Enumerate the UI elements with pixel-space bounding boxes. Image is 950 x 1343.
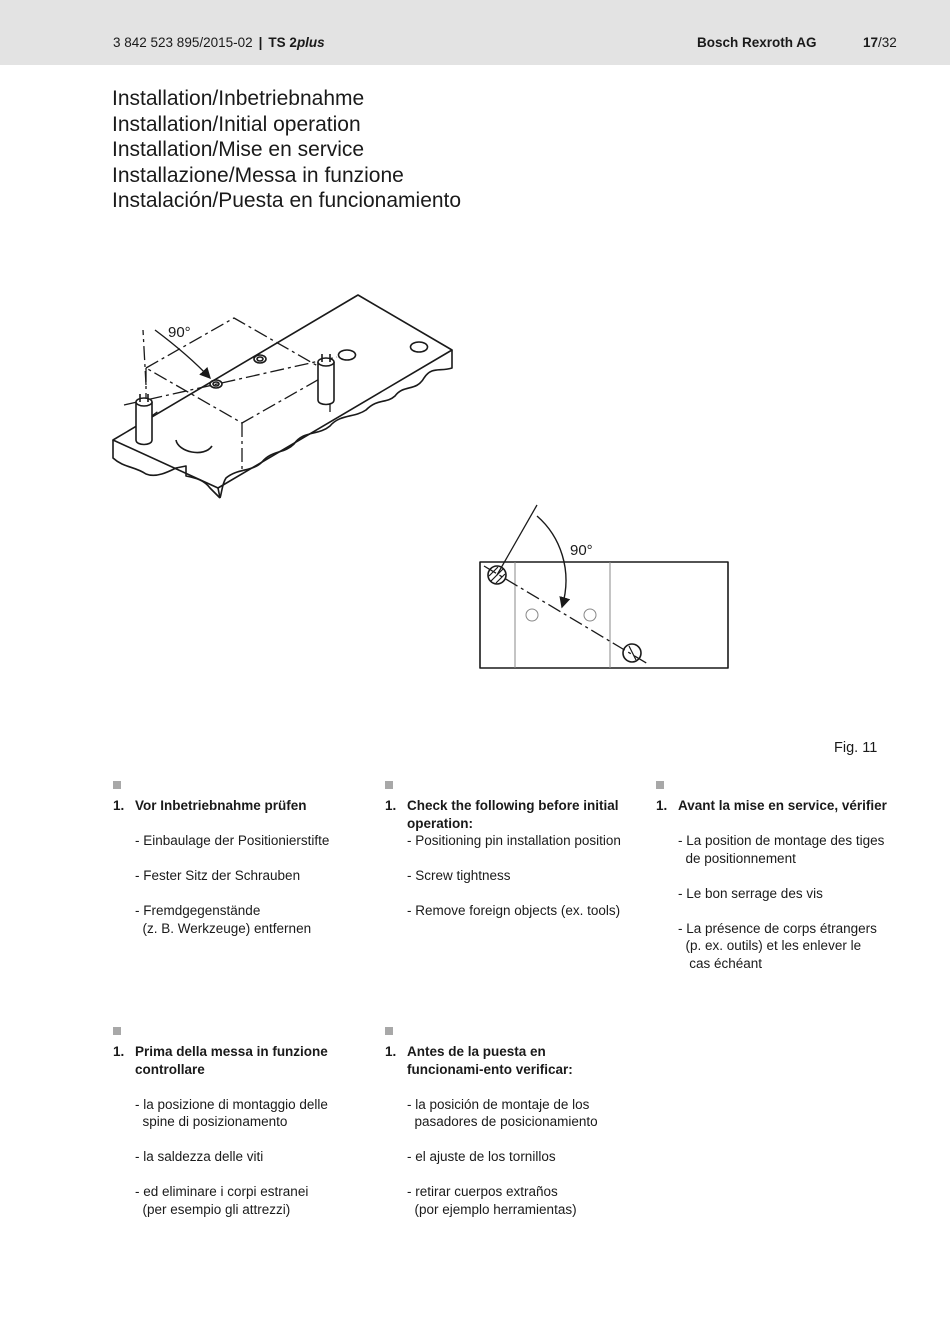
list-item: - Positioning pin installation position: [407, 833, 621, 848]
doc-number: 3 842 523 895/2015-02: [113, 35, 253, 50]
section-es: [385, 1027, 620, 1218]
section-heading: 1. Avant la mise en service, vérifier: [656, 798, 887, 813]
section-heading: 1. Prima della messa in funzione controllare: [113, 1044, 328, 1077]
list-item: - Einbaulage der Positionierstifte: [135, 833, 330, 848]
header-separator: |: [258, 35, 263, 50]
product-suffix: plus: [296, 35, 325, 50]
list-item: - retirar cuerpos extraños (por ejemplo herramientas): [407, 1184, 577, 1217]
list-item: - Screw tightness: [407, 868, 511, 883]
section-marker: [113, 1027, 121, 1035]
base-plate-iso: [113, 295, 452, 498]
page-total: /32: [878, 35, 897, 50]
list-item: - Fremdgegenstände (z. B. Werkzeuge) entfernen: [135, 903, 312, 936]
section-heading: 1. Vor Inbetriebnahme prüfen: [113, 798, 307, 813]
title-en: Installation/Initial operation: [112, 112, 361, 136]
list-item: - Remove foreign objects (ex. tools): [407, 903, 621, 918]
list-item: - la posición de montaje de los pasadores de posicionamiento: [407, 1096, 598, 1129]
section-heading: 1. Check the following before initial operation:: [385, 798, 619, 831]
company-name: Bosch Rexroth AG: [697, 35, 817, 50]
section-heading: 1. Antes de la puesta en funcionami-ento verificar:: [385, 1044, 573, 1077]
list-item: - ed eliminare i corpi estranei (per esempio gli attrezzi): [135, 1184, 309, 1217]
section-marker: [656, 781, 664, 789]
angle-label-top: 90°: [570, 542, 593, 559]
top-view: [480, 505, 728, 668]
angle-label-iso: 90°: [168, 324, 191, 341]
list-item: - Le bon serrage des vis: [678, 885, 823, 901]
section-it: [113, 1027, 348, 1218]
list-item: - el ajuste de los tornillos: [407, 1149, 556, 1164]
list-item: - la saldezza delle viti: [135, 1149, 264, 1164]
section-en: [385, 781, 620, 920]
title-es: Instalación/Puesta en funcionamiento: [112, 189, 462, 213]
product-prefix: TS 2: [268, 35, 297, 50]
title-fr: Installation/Mise en service: [112, 138, 365, 162]
list-item: - la posizione di montaggio delle spine di posizionamento: [135, 1096, 328, 1129]
page-current: 17: [863, 35, 879, 50]
section-marker: [113, 781, 121, 789]
list-item: - La position de montage des tiges de positionnement: [678, 833, 885, 866]
list-item: - La présence de corps étrangers (p. ex. outils) et les enlever le cas échéant: [678, 920, 877, 971]
section-fr: [656, 781, 896, 972]
title-it: Installazione/Messa in funzione: [112, 163, 404, 187]
section-marker: [385, 1027, 393, 1035]
list-item: - Fester Sitz der Schrauben: [135, 868, 301, 883]
section-de: [113, 781, 348, 937]
title-de: Installation/Inbetriebnahme: [112, 87, 365, 110]
section-marker: [385, 781, 393, 789]
figure-caption: Fig. 11: [834, 740, 878, 756]
